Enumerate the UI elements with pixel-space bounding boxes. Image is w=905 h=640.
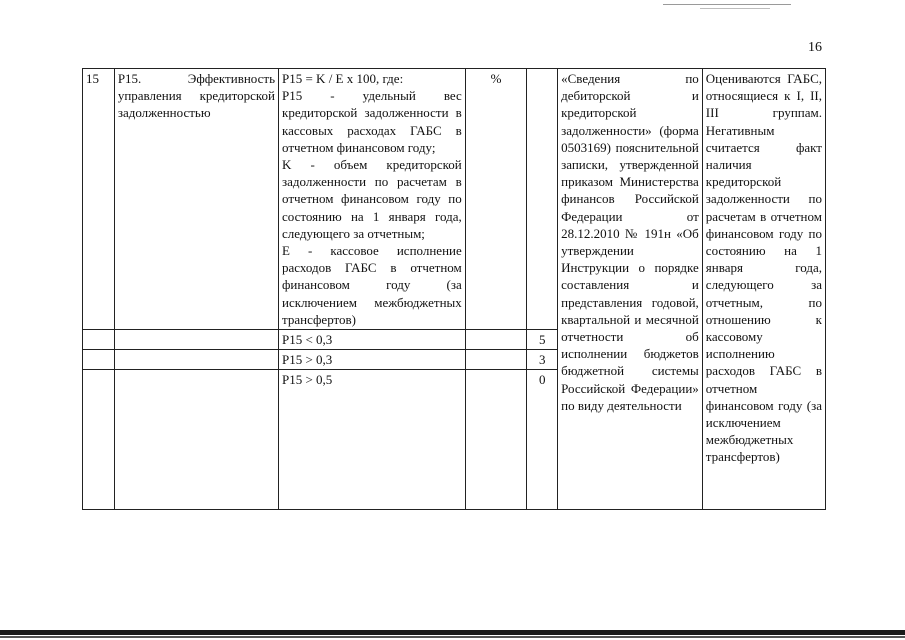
score-condition: P15 > 0,5 (279, 370, 466, 510)
score-condition: P15 < 0,3 (279, 330, 466, 350)
header-rule (663, 4, 791, 5)
score-points: 3 (527, 350, 558, 370)
header-rule-secondary (700, 8, 770, 9)
bottom-rule-secondary (0, 636, 905, 638)
score-condition: P15 > 0,3 (279, 350, 466, 370)
indicator-cell (114, 69, 278, 330)
table-row-main (83, 69, 826, 330)
row-number-cell (83, 69, 115, 330)
indicator-name: P15. Эффективность управления кредиторской задолженностью (117, 71, 275, 121)
formula-line: K - объем кредиторской задолженности по расчетам в отчетном финансовом году по состоянию на 1 января года, следующего за отчетным; (282, 157, 462, 241)
formula-line: P15 = K / E x 100, где: (282, 71, 404, 86)
points-cell-empty (527, 69, 558, 330)
source-cell (558, 69, 703, 510)
bottom-rule (0, 630, 905, 635)
comment-cell (702, 69, 825, 510)
score-points: 0 (527, 370, 558, 510)
page-number: 16 (808, 40, 822, 55)
unit-cell (465, 69, 527, 330)
formula-line: P15 - удельный вес кредиторской задолженности в кассовых расходах ГАБС в отчетном финансовом году; (282, 88, 462, 155)
row-number: 15 (86, 71, 99, 86)
criteria-table (82, 68, 826, 510)
formula-cell (279, 69, 466, 330)
source-text: «Сведения по дебиторской и кредиторской задолженности» (форма 0503169) пояснительной записки, утвержденной приказом Министерства финансов Российской Федерации от 28.12.2010 № 191н «Об утверждении Инструкции о порядке составления и представления годовой, квартальной и месячной отчетности об исполнении бюджетов бюджетной системы Российской Федерации» по виду деятельности (561, 71, 699, 413)
formula-line: E - кассовое исполнение расходов ГАБС в отчетном финансовом году (за исключением межбюджетных трансфертов) (282, 243, 462, 327)
comment-text: Оцениваются ГАБС, относящиеся к I, II, III группам. Негативным считается факт наличия кредиторской задолженности по расчетам в отчетном финансовом году по состоянию на 1 января года, следующего за отчетным, по отношению к кассовому исполнению расходов ГАБС в отчетном финансовом году (за исключением межбюджетных трансфертов) (705, 71, 822, 465)
unit: % (490, 71, 502, 86)
score-points: 5 (527, 330, 558, 350)
